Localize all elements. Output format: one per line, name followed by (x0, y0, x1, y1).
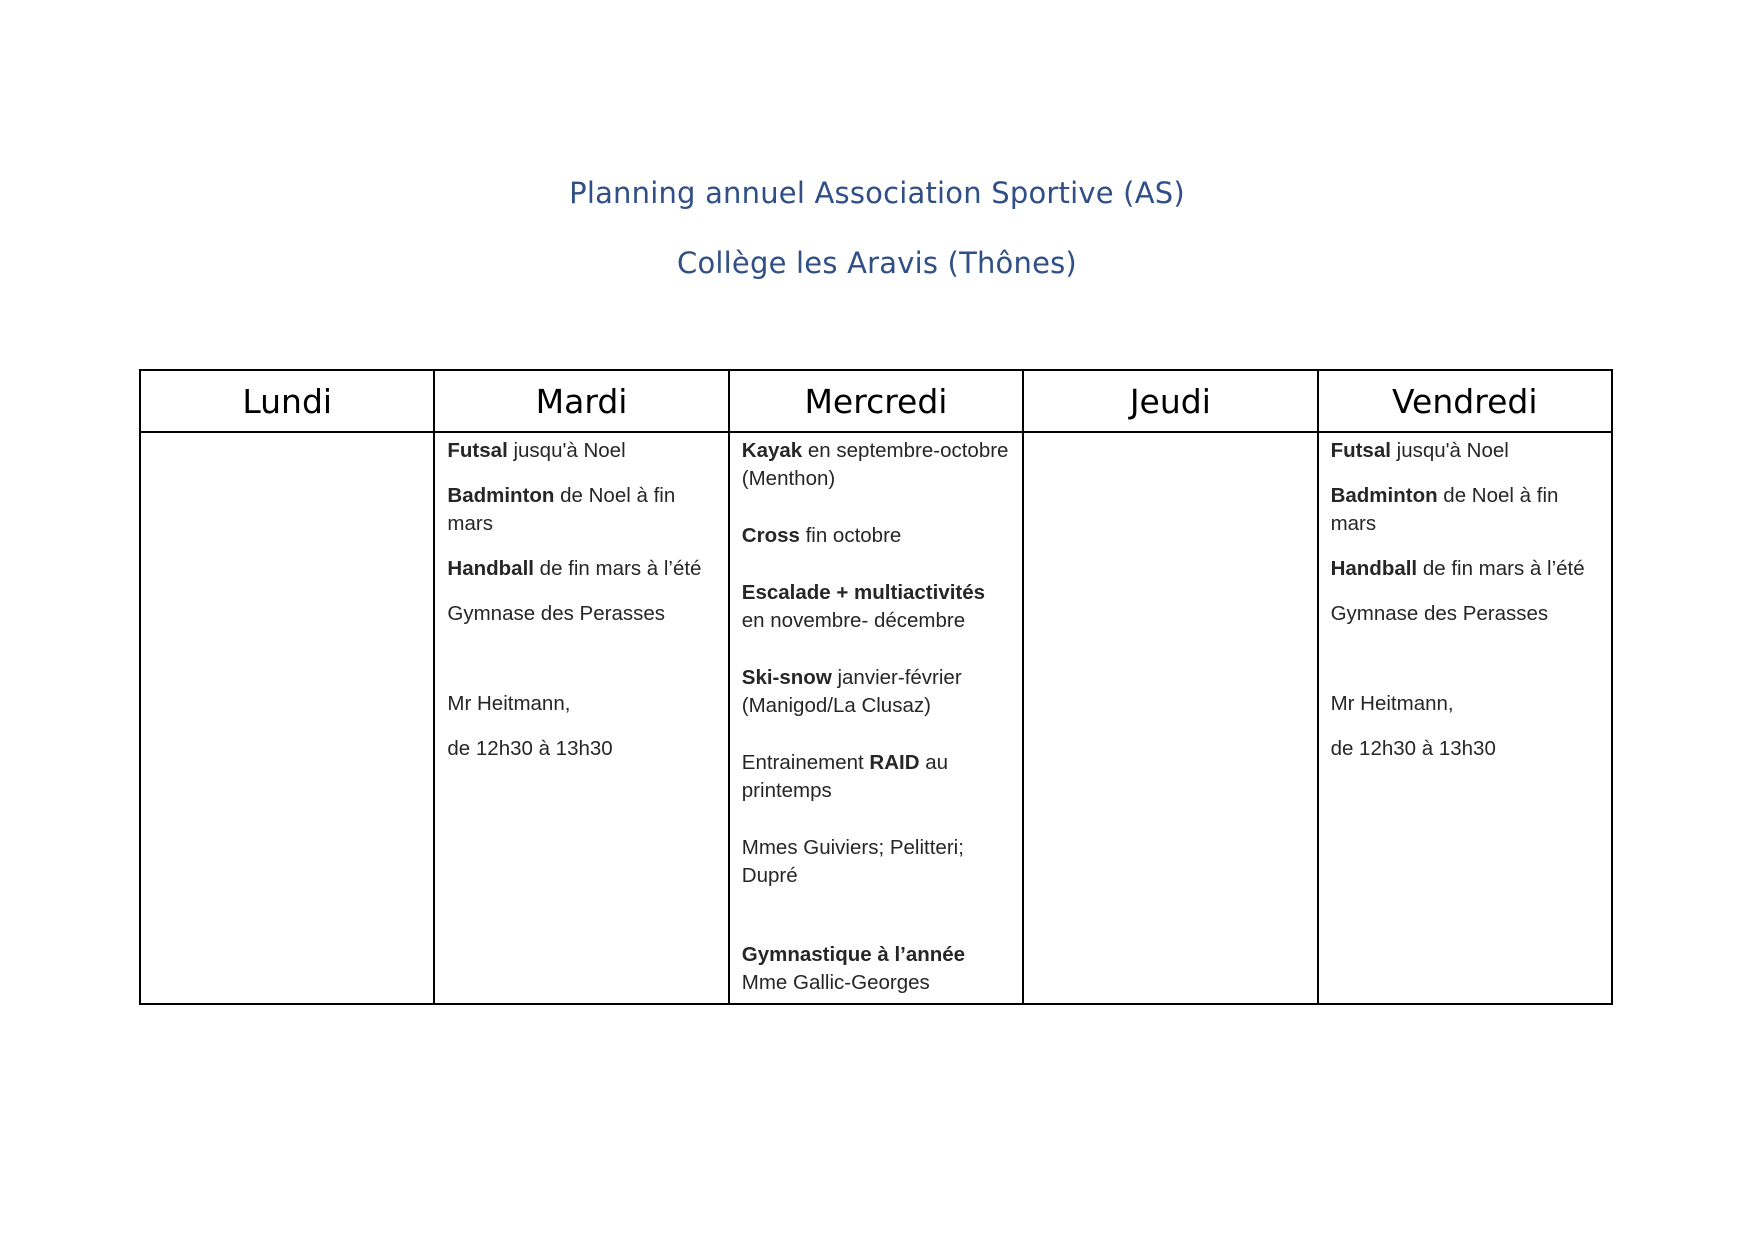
schedule-table (139, 369, 1613, 1005)
mercredi-gym-teacher: Mme Gallic-Georges (741, 971, 930, 994)
mercredi-teachers: Mmes Guiviers; Pelitteri; Dupré (741, 836, 964, 887)
header-row (140, 370, 1612, 432)
mardi-hours: de 12h30 à 13h30 (447, 737, 613, 760)
vendredi-futsal: Futsal jusqu'à Noel (1330, 439, 1509, 462)
mardi-handball: Handball de fin mars à l’été (447, 557, 702, 580)
cell-mardi (434, 432, 728, 1004)
vendredi-handball: Handball de fin mars à l’été (1330, 557, 1585, 580)
mercredi-raid: Entrainement RAID au printemps (741, 751, 949, 802)
cell-mercredi (729, 432, 1023, 1004)
header-vendredi: Vendredi (1318, 370, 1612, 432)
header-mardi: Mardi (434, 370, 728, 432)
cell-jeudi (1023, 432, 1317, 1004)
header-lundi: Lundi (140, 370, 434, 432)
vendredi-teacher: Mr Heitmann, (1330, 692, 1454, 715)
header-jeudi: Jeudi (1023, 370, 1317, 432)
vendredi-hours: de 12h30 à 13h30 (1330, 737, 1496, 760)
content-row (140, 432, 1612, 1004)
header-mercredi: Mercredi (729, 370, 1023, 432)
mercredi-gymnastique: Gymnastique à l’année (741, 943, 966, 966)
mardi-futsal: Futsal jusqu'à Noel (447, 439, 626, 462)
mardi-teacher: Mr Heitmann, (447, 692, 571, 715)
document-title: Planning annuel Association Sportive (AS) (569, 176, 1185, 210)
vendredi-location: Gymnase des Perasses (1330, 602, 1549, 625)
mercredi-ski: Ski-snow janvier-février (Manigod/La Clusaz) (741, 666, 962, 717)
cell-vendredi (1318, 432, 1612, 1004)
mercredi-kayak: Kayak en septembre-octobre (Menthon) (741, 439, 1009, 490)
mercredi-cross: Cross fin octobre (741, 524, 902, 547)
cell-lundi (140, 432, 434, 1004)
document-subtitle: Collège les Aravis (Thônes) (677, 246, 1077, 280)
mardi-badminton: Badminton de Noel à fin mars (447, 484, 676, 535)
vendredi-badminton: Badminton de Noel à fin mars (1330, 484, 1559, 535)
mercredi-escalade: Escalade + multiactivités en novembre- décembre (741, 581, 986, 632)
mardi-location: Gymnase des Perasses (447, 602, 666, 625)
